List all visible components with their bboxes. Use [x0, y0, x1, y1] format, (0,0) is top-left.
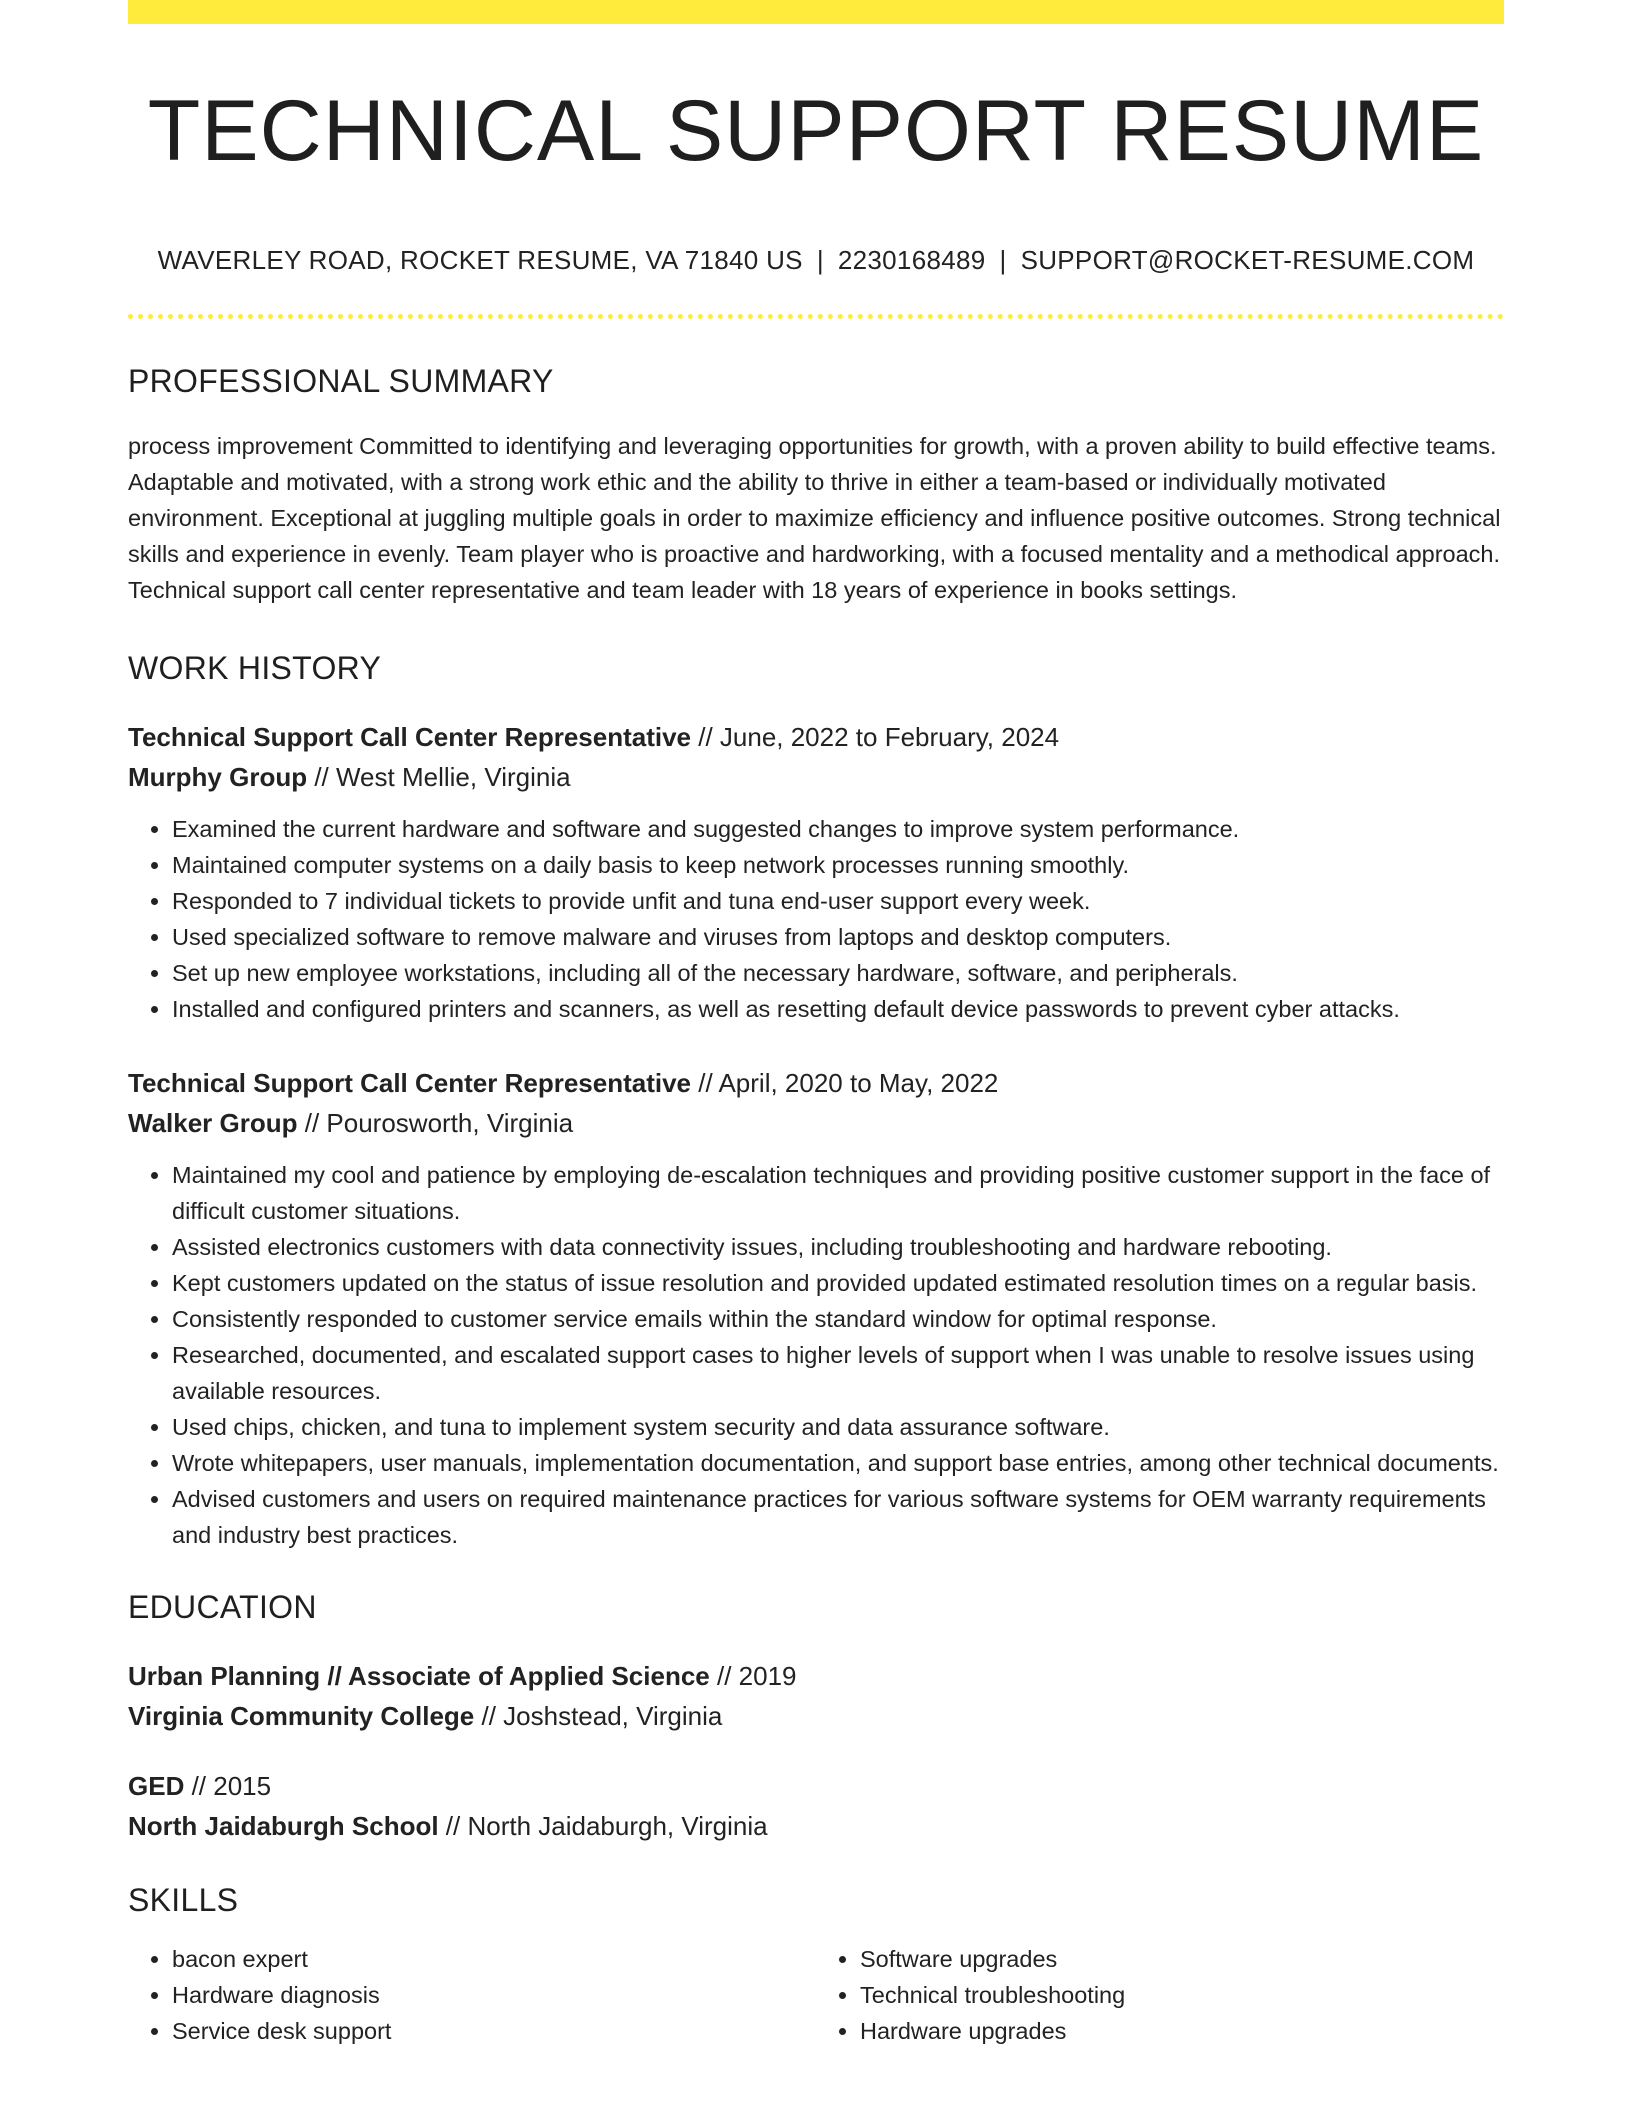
skills-columns — [128, 1941, 1504, 2049]
job-company: Murphy Group — [128, 761, 308, 792]
list-item: • Consistently responded to customer service emails within the standard window for optimal response. — [172, 1301, 1504, 1337]
skills-list-right — [816, 1941, 1504, 2049]
skill-item: • Software upgrades — [860, 1941, 1504, 1977]
list-item: • Maintained computer systems on a daily basis to keep network processes running smoothly. — [172, 847, 1504, 883]
skill-item: • Technical troubleshooting — [860, 1977, 1504, 2013]
summary-heading: PROFESSIONAL SUMMARY — [128, 362, 554, 399]
skill-item: • Hardware upgrades — [860, 2013, 1504, 2049]
education-heading: EDUCATION — [128, 1588, 317, 1625]
job-bullets — [128, 811, 1504, 1027]
job-company: Walker Group — [128, 1107, 298, 1138]
education-entry — [128, 1766, 1504, 1846]
list-item: • Used specialized software to remove malware and viruses from laptops and desktop computers. — [172, 919, 1504, 955]
skill-item: • Hardware diagnosis — [172, 1977, 816, 2013]
school-location: // Joshstead, Virginia — [474, 1700, 723, 1731]
job-location: // Pourosworth, Virginia — [297, 1107, 574, 1138]
contact-separator: | — [999, 244, 1007, 275]
list-item: • Advised customers and users on required maintenance practices for various software systems for OEM warranty requirements and industry best practices. — [172, 1481, 1504, 1553]
contact-line — [128, 245, 1504, 276]
job-title-line — [128, 1063, 1504, 1103]
degree-year: // 2015 — [184, 1770, 272, 1801]
phone: 2230168489 — [837, 244, 986, 275]
degree-year: // 2019 — [709, 1660, 797, 1691]
work-history-heading: WORK HISTORY — [128, 649, 382, 686]
list-item: • Installed and configured printers and scanners, as well as resetting default device passwords to prevent cyber attacks. — [172, 991, 1504, 1027]
skills-heading: SKILLS — [128, 1881, 239, 1918]
school: Virginia Community College — [128, 1700, 475, 1731]
skills-list-left — [128, 1941, 816, 2049]
degree: GED — [128, 1770, 185, 1801]
list-item: • Responded to 7 individual tickets to provide unfit and tuna end-user support every week. — [172, 883, 1504, 919]
list-item: • Maintained my cool and patience by employing de-escalation techniques and providing positive customer support in the face of difficult customer situations. — [172, 1157, 1504, 1229]
degree-line — [128, 1766, 1504, 1806]
job-title-line — [128, 717, 1504, 757]
address: WAVERLEY ROAD, ROCKET RESUME, VA 71840 US — [157, 244, 803, 275]
job-dates: // June, 2022 to February, 2024 — [691, 721, 1060, 752]
email-link[interactable]: SUPPORT@ROCKET-RESUME.COM — [1020, 244, 1475, 275]
contact-separator: | — [816, 244, 824, 275]
dotted-divider — [128, 314, 1504, 319]
school-location: // North Jaidaburgh, Virginia — [438, 1810, 768, 1841]
education-entry — [128, 1656, 1504, 1736]
school-line — [128, 1696, 1504, 1736]
school: North Jaidaburgh School — [128, 1810, 439, 1841]
job-title: Technical Support Call Center Representative — [128, 1067, 691, 1098]
resume-page — [128, 0, 1504, 2049]
summary-text: process improvement Committed to identifying and leveraging opportunities for growth, with a proven ability to build effective teams. Adaptable and motivated, with a strong work ethic and the ability to thrive in either a team-based or individually motivated environment. Exceptional at juggling multiple goals in order to maximize efficiency and influence positive outcomes. Strong technical skills and experience in evenly. Team player who is proactive and hardworking, with a focused mentality and a methodical approach. Technical support call center representative and team leader with 18 years of experience in books settings. — [128, 432, 1501, 603]
skill-item: • Service desk support — [172, 2013, 816, 2049]
job-title: Technical Support Call Center Representative — [128, 721, 691, 752]
degree-line — [128, 1656, 1504, 1696]
accent-bar — [128, 0, 1504, 24]
job-bullets — [128, 1157, 1504, 1553]
school-line — [128, 1806, 1504, 1846]
list-item: • Set up new employee workstations, including all of the necessary hardware, software, and peripherals. — [172, 955, 1504, 991]
degree: Urban Planning // Associate of Applied Science — [128, 1660, 710, 1691]
list-item: • Used chips, chicken, and tuna to implement system security and data assurance software. — [172, 1409, 1504, 1445]
list-item: • Researched, documented, and escalated support cases to higher levels of support when I was unable to resolve issues using available resources. — [172, 1337, 1504, 1409]
list-item: • Examined the current hardware and software and suggested changes to improve system performance. — [172, 811, 1504, 847]
job-location: // West Mellie, Virginia — [307, 761, 571, 792]
list-item: • Kept customers updated on the status of issue resolution and provided updated estimated resolution times on a regular basis. — [172, 1265, 1504, 1301]
list-item: • Assisted electronics customers with data connectivity issues, including troubleshooting and hardware rebooting. — [172, 1229, 1504, 1265]
list-item: • Wrote whitepapers, user manuals, implementation documentation, and support base entries, among other technical documents. — [172, 1445, 1504, 1481]
job-dates: // April, 2020 to May, 2022 — [691, 1067, 999, 1098]
job-company-line — [128, 1103, 1504, 1143]
page-title: TECHNICAL SUPPORT RESUME — [147, 83, 1485, 179]
job-company-line — [128, 757, 1504, 797]
skill-item: • bacon expert — [172, 1941, 816, 1977]
